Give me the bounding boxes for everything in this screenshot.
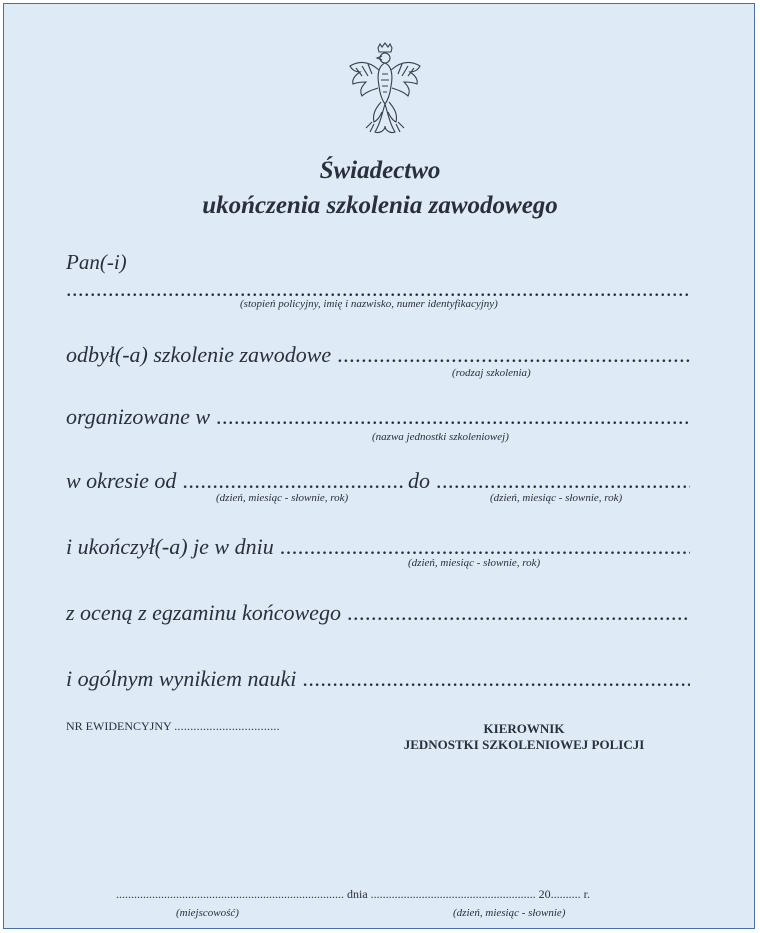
- completed-hint: (dzień, miesiąc - słownie, rok): [408, 557, 541, 569]
- year-suffix: r.: [583, 887, 591, 901]
- overall-label: i ogólnym wynikiem nauki: [66, 666, 297, 691]
- training-label: odbył(-a) szkolenie zawodowe: [66, 342, 332, 367]
- training-dots: [337, 342, 690, 368]
- period-to-dots: [436, 468, 690, 494]
- organized-field[interactable]: [66, 404, 690, 430]
- period-to-label: do: [408, 468, 430, 493]
- record-number[interactable]: [66, 719, 280, 734]
- year-prefix: 20..........: [538, 887, 581, 901]
- pan-hint: (stopień policyjny, imię i nazwisko, numer identyfikacyjny): [240, 298, 498, 310]
- date-hint: (dzień, miesiąc - słownie): [453, 907, 566, 919]
- period-from-field[interactable]: [66, 468, 404, 494]
- overall-dots: [302, 666, 690, 692]
- training-field[interactable]: [66, 342, 690, 368]
- period-from-label: w okresie od: [66, 468, 177, 493]
- title-line-1: Świadectwo: [319, 157, 441, 184]
- grade-dots: [347, 600, 690, 626]
- place-dots: ............................................................................: [116, 887, 344, 901]
- organized-dots: [216, 404, 690, 430]
- polish-eagle-emblem-icon: [342, 42, 428, 138]
- date-dots: .......................................................: [370, 887, 536, 901]
- training-hint: (rodzaj szkolenia): [452, 367, 531, 379]
- completed-field[interactable]: [66, 534, 690, 560]
- record-number-label: NR EWIDENCYJNY: [66, 719, 172, 733]
- record-number-dots: .................................: [174, 719, 280, 733]
- dnia-label: dnia: [347, 887, 368, 901]
- organized-label: organizowane w: [66, 404, 211, 429]
- place-date-line[interactable]: [116, 887, 676, 902]
- grade-field[interactable]: [66, 600, 690, 626]
- period-to-field[interactable]: [408, 468, 690, 494]
- head-title-line-2: JEDNOSTKI SZKOLENIOWEJ POLICJI: [403, 737, 645, 752]
- title-line-2: ukończenia szkolenia zawodowego: [202, 192, 558, 219]
- completed-label: i ukończył(-a) je w dniu: [66, 534, 274, 559]
- pan-label: Pan(-i): [66, 250, 127, 274]
- grade-label: z oceną z egzaminu końcowego: [66, 600, 341, 625]
- overall-field[interactable]: [66, 666, 690, 692]
- certificate-page: [3, 3, 755, 929]
- head-title-line-1: KIEROWNIK: [483, 721, 565, 736]
- period-from-hint: (dzień, miesiąc - słownie, rok): [216, 492, 349, 504]
- period-to-hint: (dzień, miesiąc - słownie, rok): [490, 492, 623, 504]
- place-hint: (miejscowość): [176, 907, 239, 919]
- organized-hint: (nazwa jednostki szkoleniowej): [372, 431, 509, 443]
- period-from-dots: [182, 468, 404, 494]
